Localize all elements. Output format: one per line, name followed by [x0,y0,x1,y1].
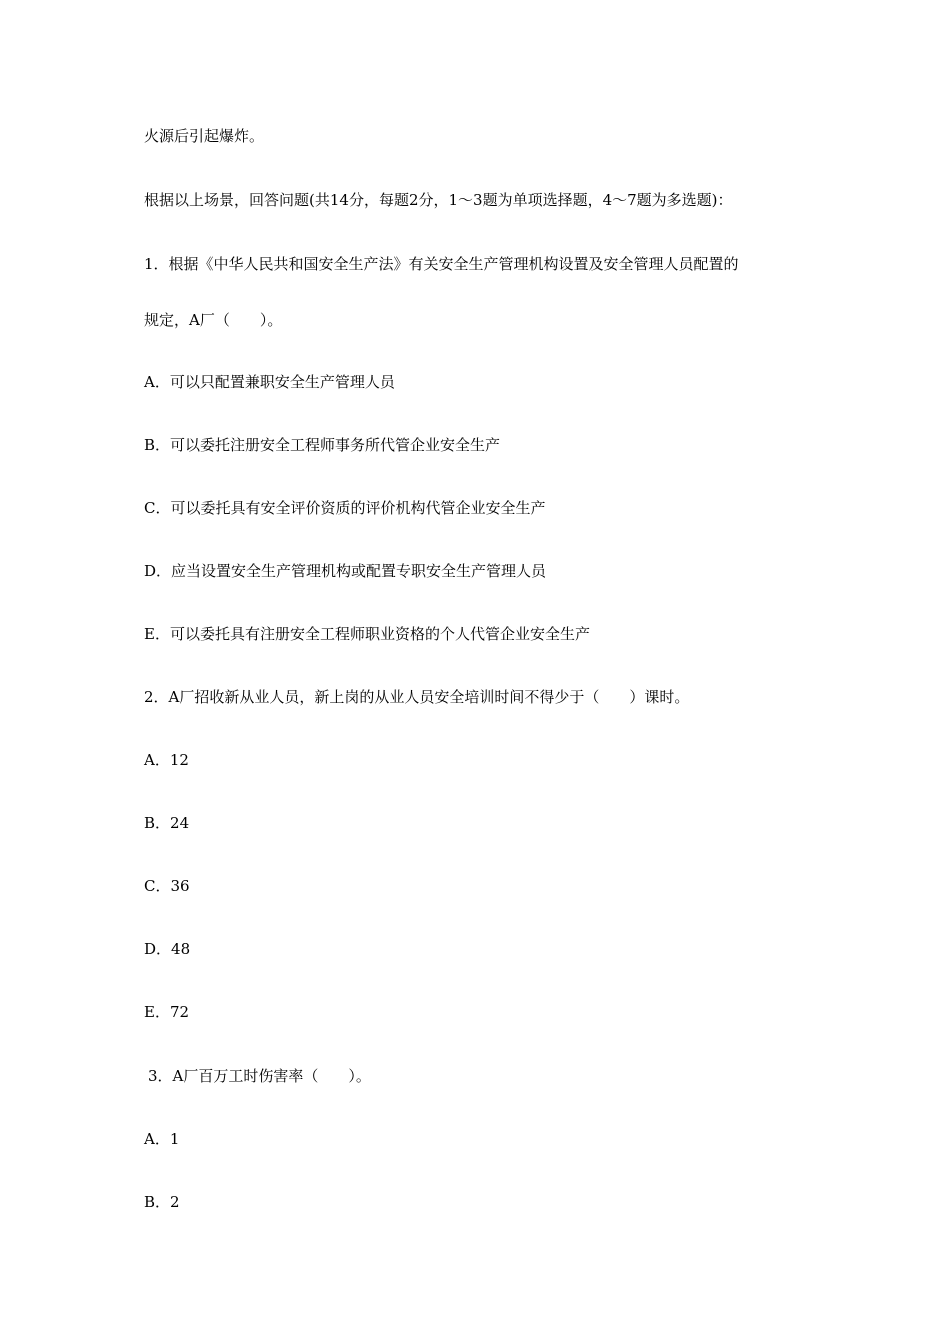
question-2-stem: 2．A厂招收新从业人员，新上岗的从业人员安全培训时间不得少于（ ）课时。 [144,688,690,706]
option-b: B．24 [144,814,190,832]
option-b: B．2 [144,1193,180,1211]
option-d: D．应当设置安全生产管理机构或配置专职安全生产管理人员 [144,562,547,580]
option-d: D．48 [144,940,191,958]
option-e: E．72 [144,1003,190,1021]
option-c: C．可以委托具有安全评价资质的评价机构代管企业安全生产 [144,499,546,517]
question-3-stem: 3．A厂百万工时伤害率（ ）。 [148,1067,371,1085]
option-c: C．36 [144,877,190,895]
text-line: 根据以上场景，回答问题(共14分，每题2分，1～3题为单项选择题，4～7题为多选题)： [144,191,733,209]
option-e: E．可以委托具有注册安全工程师职业资格的个人代管企业安全生产 [144,625,590,643]
option-a: A．可以只配置兼职安全生产管理人员 [144,373,395,391]
option-a: A．12 [144,751,189,769]
text-line: 火源后引起爆炸。 [144,127,265,145]
option-b: B．可以委托注册安全工程师事务所代管企业安全生产 [144,436,501,454]
question-1-stem: 规定，A厂（ ）。 [144,311,283,329]
option-a: A．1 [144,1130,180,1148]
question-1-stem: 1．根据《中华人民共和国安全生产法》有关安全生产管理机构设置及安全管理人员配置的 [144,255,739,273]
